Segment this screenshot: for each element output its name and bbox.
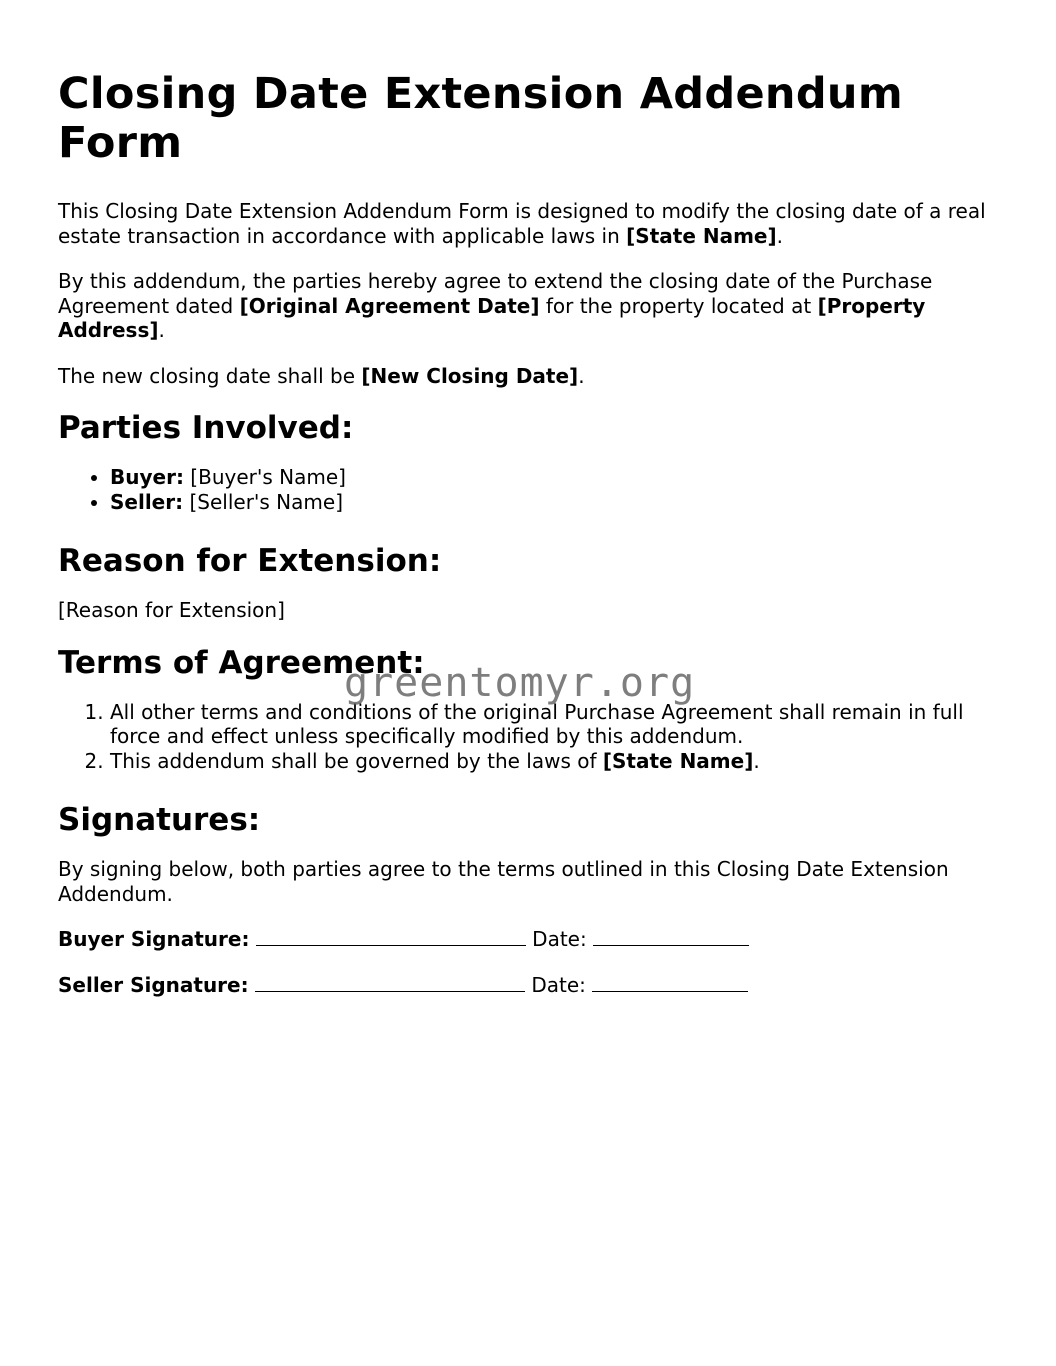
seller-signature-label: Seller Signature: xyxy=(58,972,249,997)
list-item: 2. This addendum shall be governed by the laws of [State Name]. xyxy=(110,749,1000,774)
signatures-heading: Signatures: xyxy=(58,802,261,838)
buyer-signature-label: Buyer Signature: xyxy=(58,927,250,951)
seller-signature-row xyxy=(58,973,1008,998)
buyer-date-label: Date: xyxy=(532,927,587,951)
intro-paragraph: This Closing Date Extension Addendum Form is designed to modify the closing date of a real estate transaction in accordance with applicable laws in [State Name]. xyxy=(58,199,986,248)
state-name-placeholder: [State Name] xyxy=(626,223,777,248)
agreement-paragraph: By this addendum, the parties hereby agree to extend the closing date of the Purchase Agreement dated [Original Agreement Date] for the property located at [Property Address]. xyxy=(58,269,933,342)
parties-heading: Parties Involved: xyxy=(58,410,354,446)
parties-list xyxy=(58,465,1008,514)
seller-date-label: Date: xyxy=(531,972,586,997)
new-closing-paragraph: The new closing date shall be [New Closing Date]. xyxy=(58,363,585,388)
seller-date-line[interactable] xyxy=(592,974,748,992)
list-item: 1. All other terms and conditions of the original Purchase Agreement shall remain in full force and effect unless specifically modified by this addendum. xyxy=(110,700,1000,749)
property-address-placeholder: [Property Address] xyxy=(58,293,926,342)
original-date-placeholder: [Original Agreement Date] xyxy=(239,293,540,318)
buyer-date-line[interactable] xyxy=(593,928,749,946)
document-page xyxy=(58,70,1008,1018)
seller-signature-line[interactable] xyxy=(255,974,525,992)
list-item: • Seller: [Seller's Name] xyxy=(110,490,1008,515)
terms-heading: Terms of Agreement: xyxy=(58,644,425,681)
terms-list xyxy=(58,700,1000,774)
watermark-text: greentomyr.org xyxy=(344,660,696,706)
buyer-signature-row xyxy=(58,927,1008,952)
document-title: Closing Date Extension Addendum Form xyxy=(58,69,903,168)
list-item: • Buyer: [Buyer's Name] xyxy=(110,465,1008,490)
reason-text: [Reason for Extension] xyxy=(58,598,285,622)
new-closing-date-placeholder: [New Closing Date] xyxy=(361,363,579,388)
signatures-intro: By signing below, both parties agree to the terms outlined in this Closing Date Extension Addendum. xyxy=(58,857,949,906)
reason-heading: Reason for Extension: xyxy=(58,543,442,579)
buyer-signature-line[interactable] xyxy=(256,928,526,946)
